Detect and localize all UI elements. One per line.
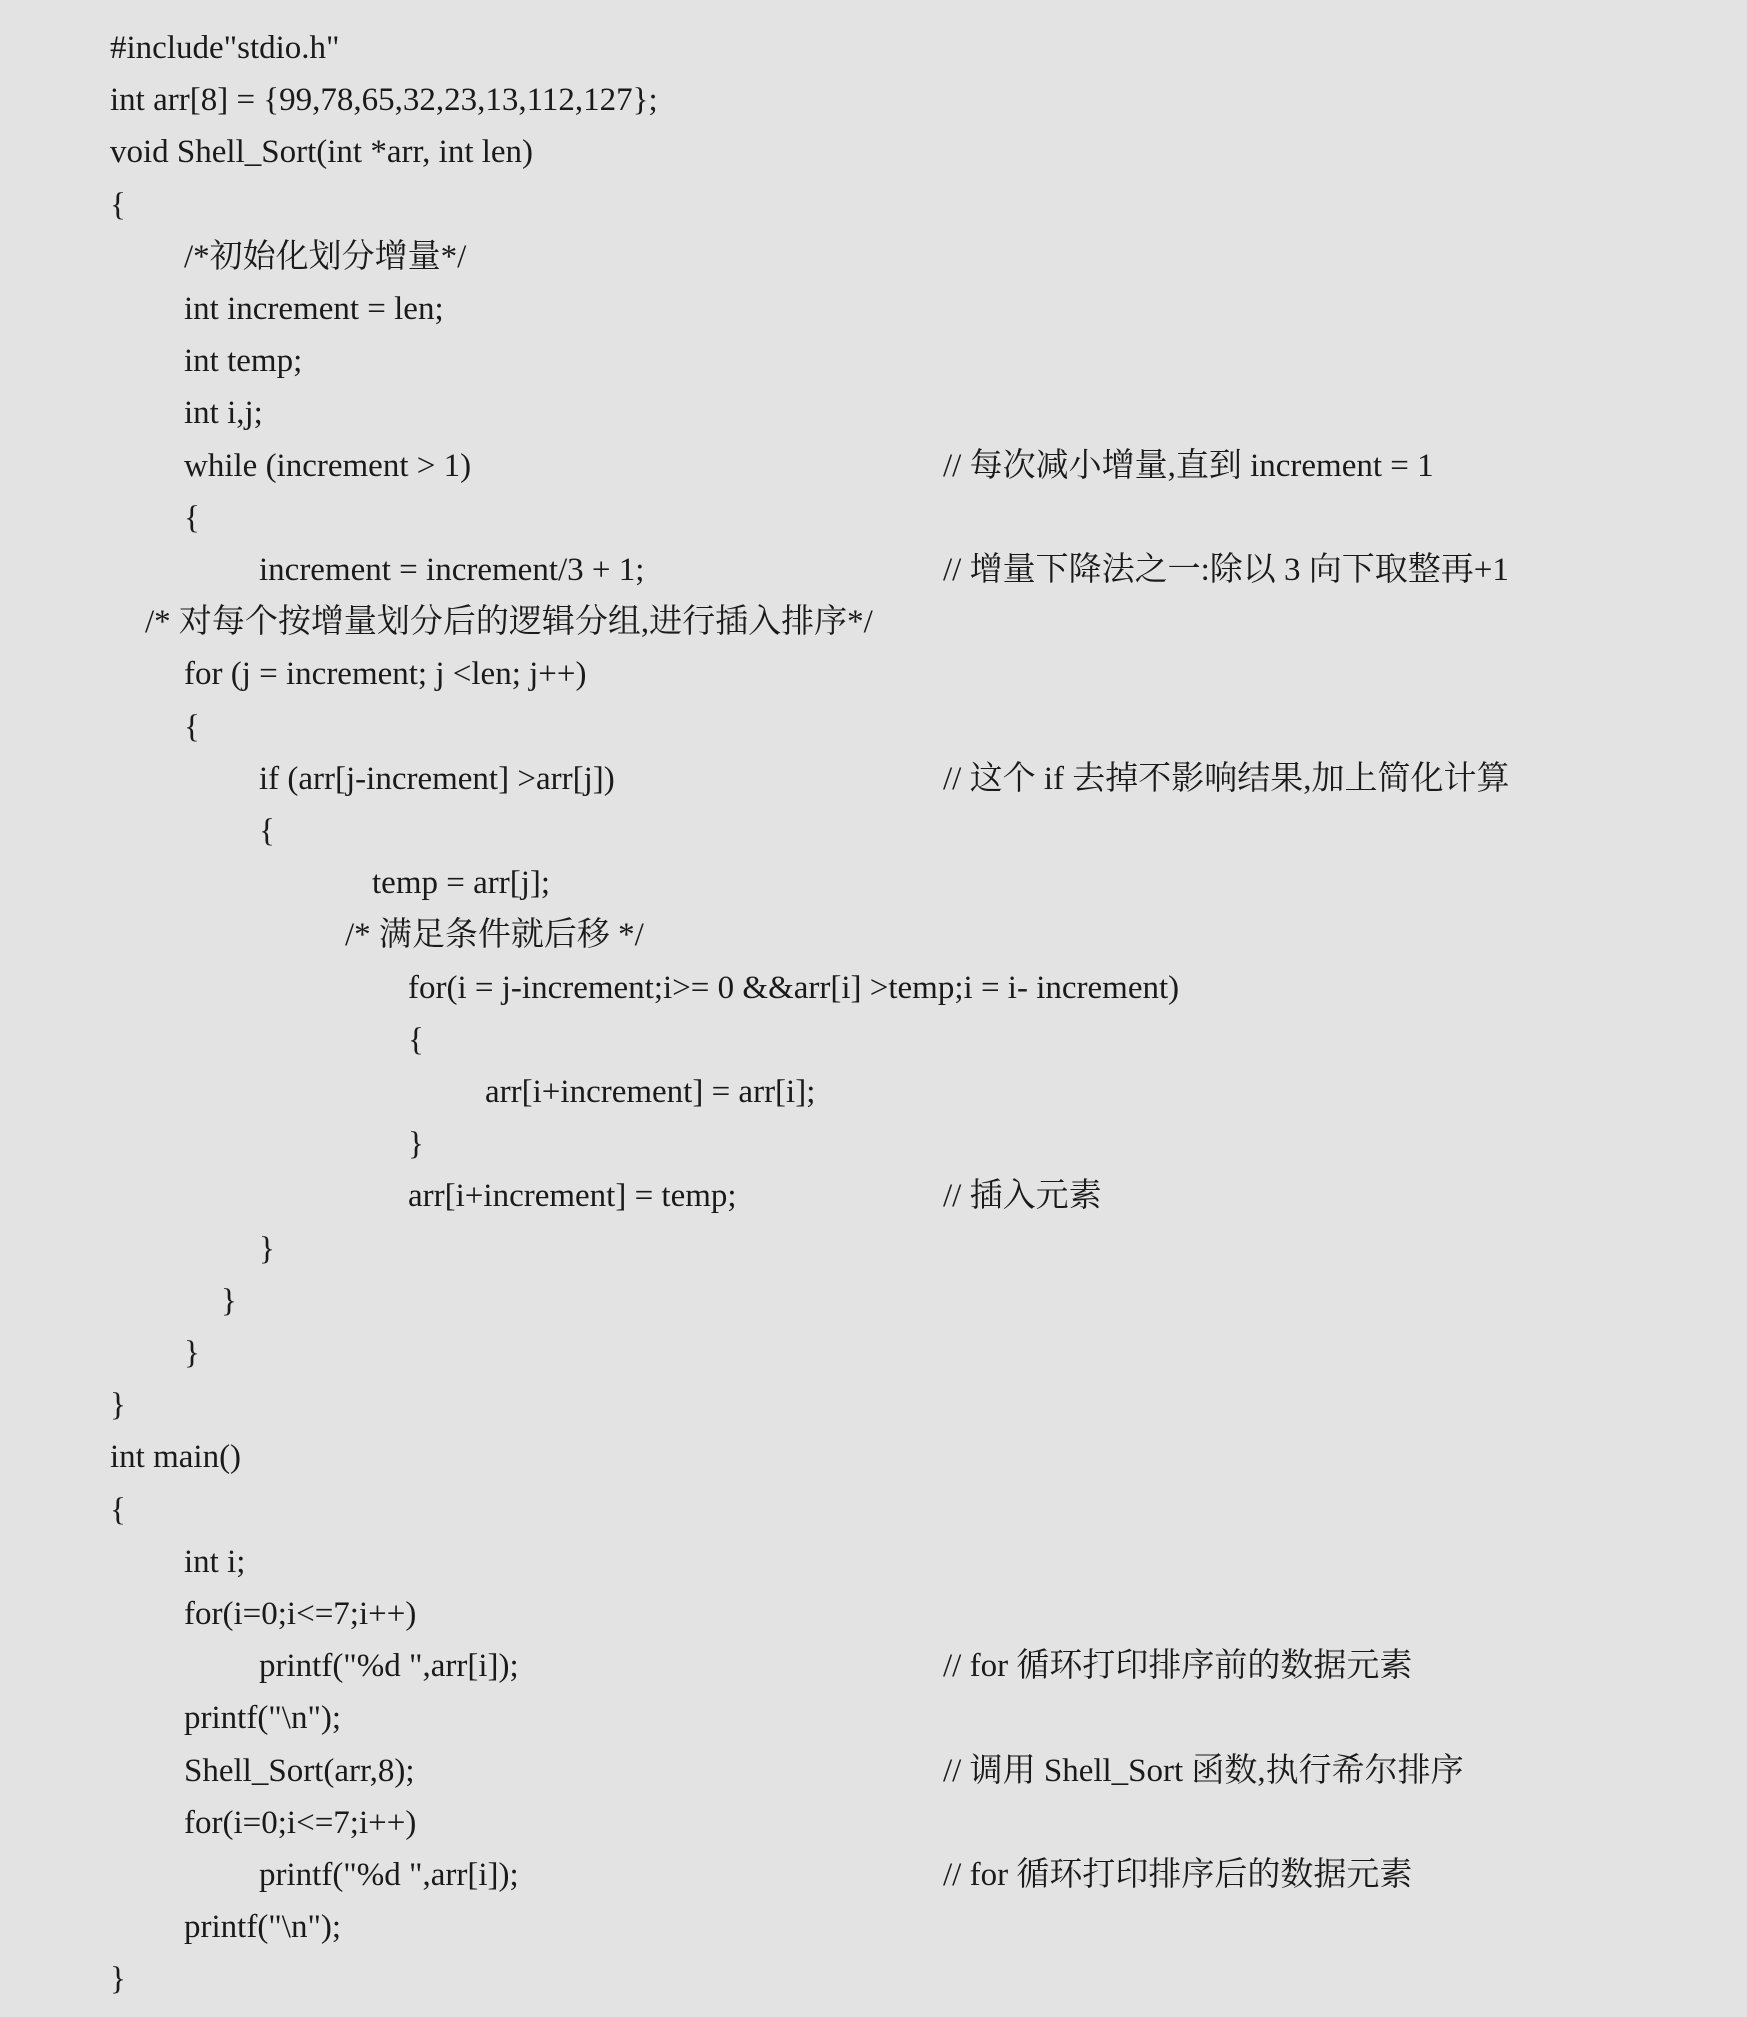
code-text: void Shell_Sort(int *arr, int len) (110, 134, 534, 171)
code-line (0, 1797, 1747, 1849)
code-text: int main() (110, 1439, 242, 1476)
code-text: while (increment > 1) (184, 447, 472, 484)
code-line (0, 335, 1747, 387)
code-text: /* 对每个按增量划分后的逻辑分组,进行插入排序*/ (145, 604, 873, 641)
code-text: for(i=0;i<=7;i++) (184, 1804, 417, 1841)
code-text: { (184, 708, 200, 745)
code-text: } (184, 1335, 200, 1371)
code-line (0, 857, 1747, 909)
code-line (0, 74, 1747, 126)
code-text: } (110, 1387, 126, 1424)
code-text: { (259, 813, 275, 849)
code-comment: // 插入元素 (943, 1178, 1102, 1215)
code-comment: // for 循环打印排序后的数据元素 (943, 1857, 1413, 1893)
code-text: { (110, 1491, 126, 1528)
code-text: int increment = len; (184, 291, 444, 327)
code-text: printf("\n"); (184, 1700, 342, 1737)
code-text: temp = arr[j]; (372, 865, 551, 902)
code-line (0, 1745, 1747, 1797)
code-text: } (221, 1282, 237, 1319)
code-line (0, 126, 1747, 178)
code-line (0, 1275, 1747, 1327)
code-text: int arr[8] = {99,78,65,32,23,13,112,127}; (110, 82, 658, 119)
code-text: } (259, 1230, 275, 1267)
code-text: { (184, 499, 200, 536)
code-comment: // 调用 Shell_Sort 函数,执行希尔排序 (943, 1752, 1464, 1789)
code-line (0, 544, 1747, 596)
code-text: arr[i+increment] = temp; (408, 1178, 737, 1215)
code-line (0, 231, 1747, 283)
code-text: printf("%d ",arr[i]); (259, 1648, 519, 1685)
code-line (0, 1484, 1747, 1536)
code-text: arr[i+increment] = arr[i]; (485, 1074, 816, 1110)
code-line (0, 1901, 1747, 1953)
code-line (0, 1588, 1747, 1640)
code-text: int i,j; (184, 395, 263, 432)
code-line (0, 387, 1747, 439)
code-text: int i; (184, 1543, 246, 1580)
code-text: printf("%d ",arr[i]); (259, 1857, 519, 1893)
code-line (0, 1953, 1747, 2005)
code-line (0, 179, 1747, 231)
code-line (0, 1431, 1747, 1483)
code-text: #include"stdio.h" (110, 30, 340, 66)
code-comment: // 增量下降法之一:除以 3 向下取整再+1 (943, 552, 1509, 588)
code-line (0, 909, 1747, 961)
code-line (0, 648, 1747, 700)
code-text: if (arr[j-increment] >arr[j]) (259, 760, 615, 797)
code-text: Shell_Sort(arr,8); (184, 1752, 415, 1789)
code-line (0, 701, 1747, 753)
code-comment: // for 循环打印排序前的数据元素 (943, 1648, 1413, 1685)
code-line (0, 962, 1747, 1014)
code-line (0, 492, 1747, 544)
code-line (0, 1118, 1747, 1170)
code-line (0, 1014, 1747, 1066)
code-line (0, 805, 1747, 857)
code-line (0, 753, 1747, 805)
code-comment: // 这个 if 去掉不影响结果,加上简化计算 (943, 760, 1510, 797)
code-line (0, 1066, 1747, 1118)
code-text: int temp; (184, 343, 303, 380)
code-line (0, 1327, 1747, 1379)
code-line (0, 1692, 1747, 1744)
code-line (0, 440, 1747, 492)
code-text: for(i=0;i<=7;i++) (184, 1596, 417, 1632)
code-line (0, 283, 1747, 335)
code-line (0, 22, 1747, 74)
code-line (0, 1536, 1747, 1588)
code-line (0, 1640, 1747, 1692)
code-text: for(i = j-increment;i>= 0 &&arr[i] >temp;i = i- increment) (408, 969, 1180, 1006)
code-text: increment = increment/3 + 1; (259, 552, 645, 588)
code-comment: // 每次减小增量,直到 increment = 1 (943, 447, 1434, 484)
code-line (0, 1223, 1747, 1275)
code-text: { (110, 186, 126, 223)
code-text: /*初始化划分增量*/ (184, 238, 467, 275)
code-line (0, 1379, 1747, 1431)
code-text: printf("\n"); (184, 1909, 342, 1946)
code-line (0, 1849, 1747, 1901)
code-text: /* 满足条件就后移 */ (345, 917, 644, 954)
code-line (0, 596, 1747, 648)
code-text: { (408, 1021, 424, 1058)
code-line (0, 1170, 1747, 1222)
code-text: } (408, 1126, 424, 1163)
code-text: } (110, 1961, 126, 1998)
code-text: for (j = increment; j <len; j++) (184, 656, 587, 693)
